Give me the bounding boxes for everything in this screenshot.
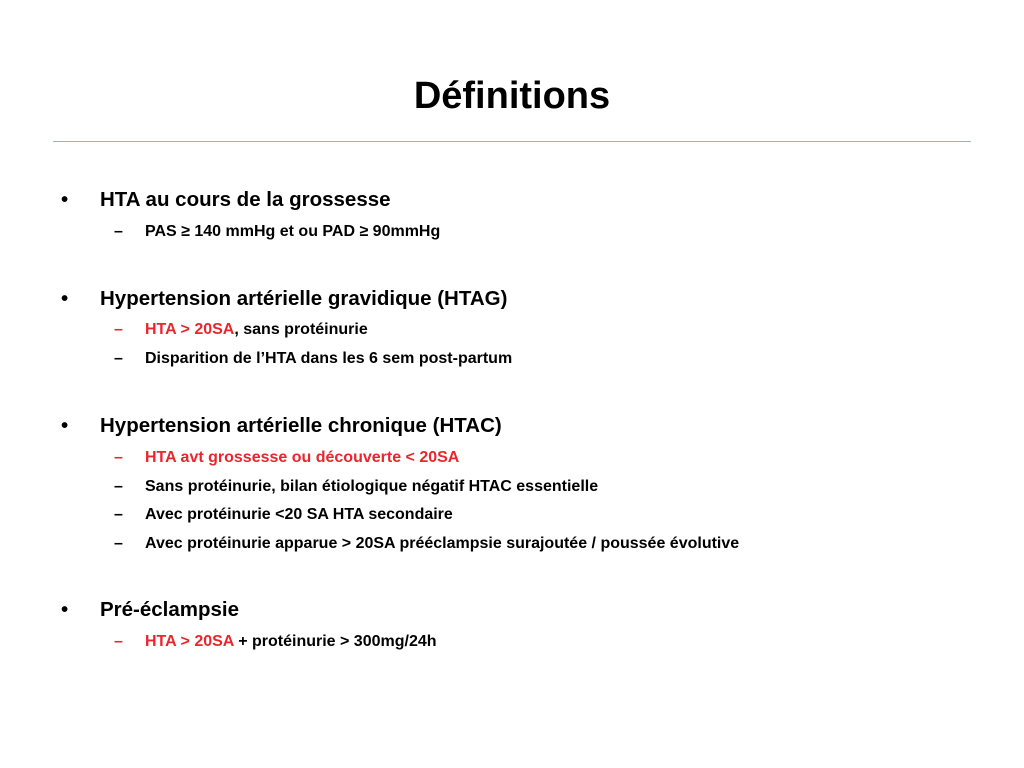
dash-marker: – [114, 223, 123, 240]
dash-marker: – [114, 350, 123, 367]
bullet-marker: • [61, 414, 69, 437]
dash-marker: – [114, 535, 123, 552]
dash-marker: – [114, 449, 123, 466]
bullet-marker: • [61, 598, 69, 621]
section-heading-text: Hypertension artérielle chronique (HTAC) [100, 414, 502, 437]
list-item-text [145, 476, 598, 498]
item-text: , sans protéinurie [234, 321, 368, 338]
item-text: + protéinurie > 300mg/24h [233, 633, 437, 650]
section-heading-text: Hypertension artérielle gravidique (HTAG) [100, 287, 508, 310]
dash-marker: – [114, 321, 123, 338]
list-item-text [145, 504, 453, 526]
title-divider [53, 141, 971, 142]
slide-title: Définitions [413, 75, 611, 117]
bullet-marker: • [61, 188, 69, 211]
dash-marker: – [114, 506, 123, 523]
list-item-text [145, 631, 437, 653]
item-text: Disparition de l’HTA dans les 6 sem post-partum [145, 350, 513, 367]
highlight-text: HTA > 20SA [145, 633, 234, 650]
list-item-text [145, 447, 459, 469]
bullet-marker: • [61, 287, 69, 310]
list-item-text [145, 533, 739, 555]
section-heading-text: HTA au cours de la grossesse [100, 188, 391, 211]
list-item-text [145, 319, 368, 341]
highlight-text: HTA > 20SA [145, 321, 235, 338]
item-text: Sans protéinurie, bilan étiologique négatif HTAC essentielle [145, 478, 599, 495]
highlight-text: HTA avt grossesse ou découverte < 20SA [145, 449, 460, 466]
list-item-text [145, 221, 440, 243]
item-text: Avec protéinurie <20 SA HTA secondaire [145, 506, 453, 523]
list-item-text [145, 348, 512, 370]
item-text: PAS ≥ 140 mmHg et ou PAD ≥ 90mmHg [145, 223, 441, 240]
dash-marker: – [114, 633, 123, 650]
item-text: Avec protéinurie apparue > 20SA prééclampsie surajoutée / poussée évolutive [145, 535, 740, 552]
dash-marker: – [114, 478, 123, 495]
section-heading-text: Pré-éclampsie [100, 598, 240, 621]
